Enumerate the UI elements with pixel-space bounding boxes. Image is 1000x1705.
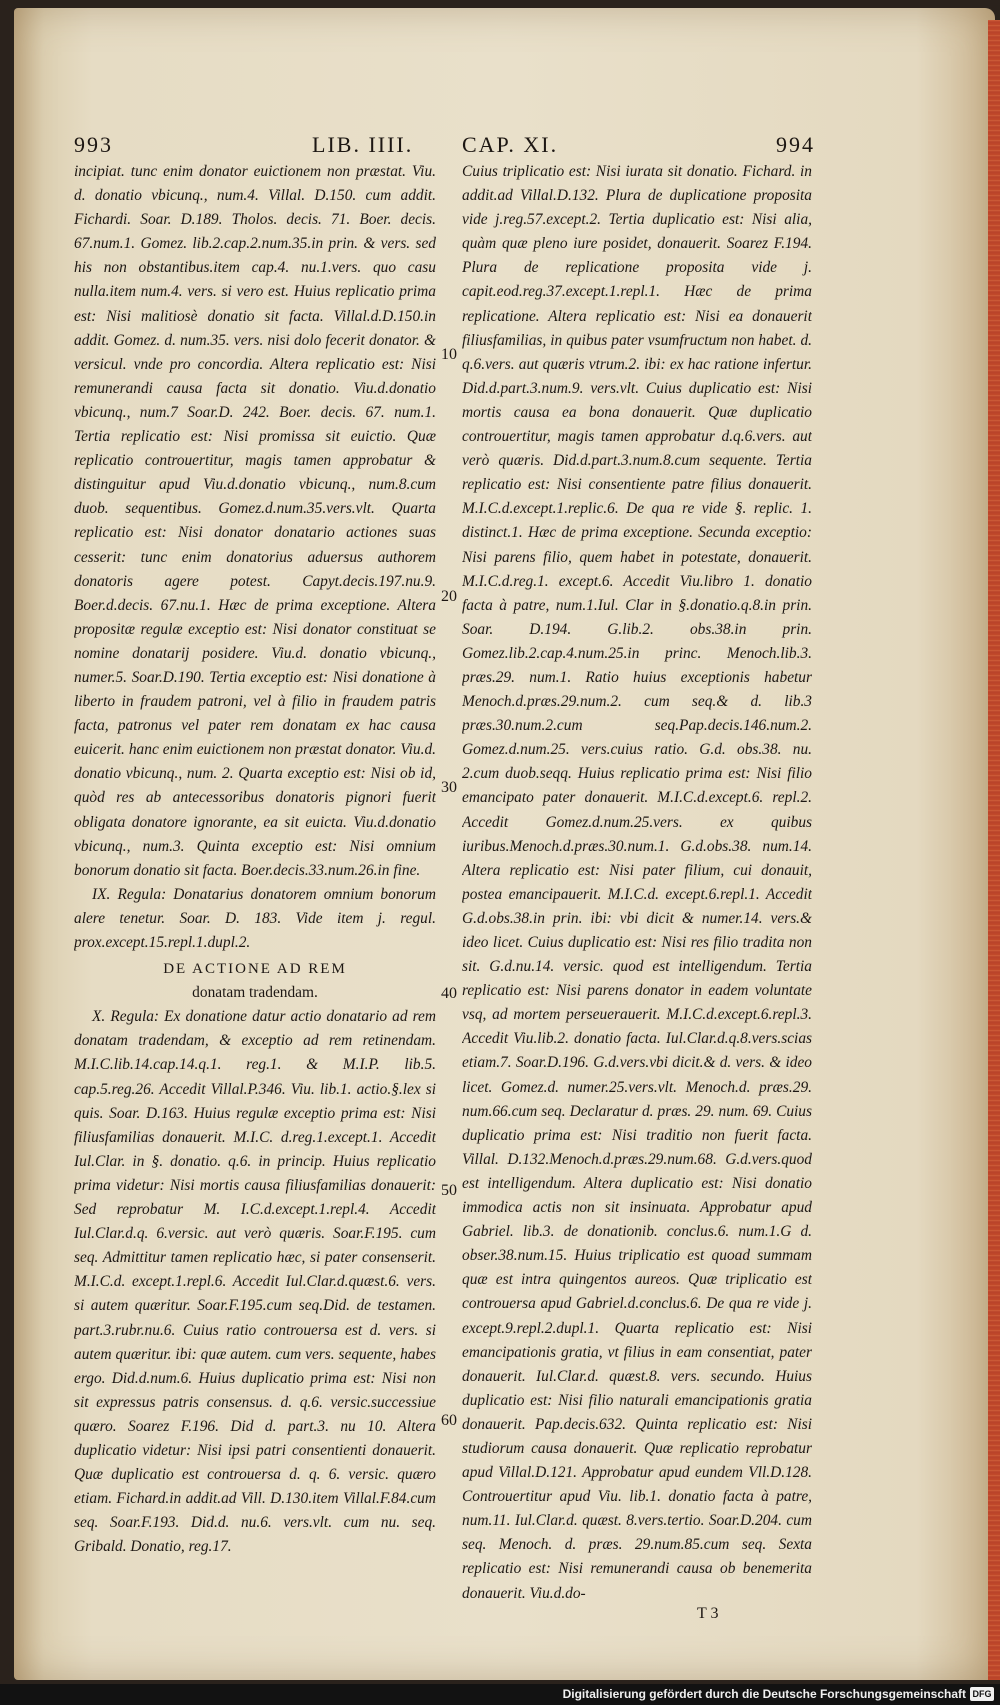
red-page-edge xyxy=(988,20,1000,1680)
right-paragraph-1: Cuius triplicatio est: Nisi iurata sit donatio. Fichard. in addit.ad Villal.D.132. Plura de duplicatione proposita vide j.reg.57.except.2. Tertia duplicatio est: Nisi alia, quàm quæ pleno iure posidet, donauerit. Soarez F.194. Plura de replicatione proposita vide j. capit.eod.reg.37.except.1.repl.1. Hæc de prima replicatione. Altera replicatio est: Nisi ea donauerit filiusfamilias, in quibus pater vsumfructum non habet. d. q.6.vers. aut quæris vtrum.2. ibi: ex hac ratione infertur. Did.d.part.3.num.9. vers.vlt. Cuius duplicatio est: Nisi mortis causa ea bona donauerit. Quæ duplicatio controuertitur, magis tamen approbatur d.q.6.vers. aut verò quæris. Did.d.part.3.num.8.cum sequente. Tertia replicatio est: Nisi consentiente patre filius donauerit. M.I.C.d.except.1.replic.6. De qua re vide §. replic. 1. distinct.1. Hæc de prima exceptione. Secunda exceptio: Nisi parens filio, quem habet in potestate, donauerit. M.I.C.d.reg.1. except.6. Accedit Viu.libro 1. donatio facta à patre, num.1.Iul. Clar in §.donatio.q.8.in prin. Soar. D.194. G.lib.2. obs.38.in prin. Gomez.lib.2.cap.4.num.25.in princ. Menoch.lib.3. præs.29. num.1. Ratio huius exceptionis habetur Menoch.d.præs.29.num.2. cum seq.& d. lib.3 præs.30.num.2.cum seq.Pap.decis.146.num.2. Gomez.d.num.25. vers.cuius ratio. G.d. obs.38. nu. 2.cum duob.seqq. Huius replicatio prima est: Nisi filio emancipato pater donauerit. M.I.C.d.except.6. repl.2. Accedit Gomez.d.num.25.vers. ex quibus iuribus.Menoch.d.præs.30.num.1. G.d.obs.38. num.14. Altera replicatio est: Nisi pater filium, cui donauit, postea emancipauerit. M.I.C.d. except.6.repl.1. Accedit G.d.obs.38.in prin. ibi: vbi dicit & numer.14. vers.& ideo licet. Cuius duplicatio est: Nisi res filio tradita non sit. G.d.nu.14. versic. quod est intelligendum. Tertia replicatio est: Nisi parens donator in eadem voluntate vsq, ad mortem perseuerauerit. M.I.C.d.except.6.repl.3. Accedit Viu.lib.2. donatio facta. Iul.Clar.d.q.8.vers.scias etiam.7. Soar.D.196. G.d.vers.vbi dicit.& d. vers. & ideo licet. Gomez.d. numer.25.vers.vlt. Menoch.d. præs.29. num.66.cum seq. Declaratur d. præs. 29. num. 69. Cuius duplicatio prima est: Nisi traditio non fuerit facta. Villal. D.132.Menoch.d.præs.29.num.68. G.d.vers.quod est intelligendum. Altera duplicatio est: Nisi donatio immodica actis non sit insinuata. Approbatur apud Gabriel. lib.3. de donationib. conclus.6. num.1.G d. obser.38.num.15. Huius triplicatio est quoad summam quæ est intra quingentos aureos. Quæ triplicatio est controuersa apud Gabriel.d.conclus.6. De qua re vide j. except.9.repl.2.dupl.1. Quarta replicatio est: Nisi emancipationis gratia, vt filius in eam consentiat, pater donauerit. Iul.Clar.d. quæst.8. vers. secundo. Huius duplicatio est: Nisi filio naturali emancipationis gratia donauerit. Pap.decis.632. Quinta replicatio est: Nisi studiorum causa donauerit. Quæ replicatio reprobatur apud Villal.D.121. Approbatur apud eundem Vll.D.128. Controuertitur apud Viu. lib.1. donatio facta à patre, num.11. Iul.Clar.d. quæst. 8.vers.tertio. Soar.D.204. cum seq. Menoch. d. præs. 29.num.85.cum seq. Sexta replicatio est: Nisi remunerandi causa ob benemerita donauerit. Viu.d.do- xyxy=(462,163,812,1602)
funding-credit: Digitalisierung gefördert durch die Deutsche Forschungsgemeinschaft xyxy=(562,1687,966,1701)
line-number-50: 50 xyxy=(441,1182,457,1199)
section-heading: DE ACTIONE AD REM xyxy=(163,961,347,978)
footer-bar xyxy=(0,1684,1000,1705)
running-header xyxy=(0,132,1000,162)
line-number-60: 60 xyxy=(441,1412,457,1429)
page-number-right: 994 xyxy=(776,132,815,157)
chapter-title: CAP. XI. xyxy=(462,132,559,157)
line-number-40: 40 xyxy=(441,985,457,1002)
right-column xyxy=(462,160,812,1640)
line-number-10: 10 xyxy=(441,346,457,363)
line-number-20: 20 xyxy=(441,588,457,605)
page-number-left: 993 xyxy=(74,132,113,157)
left-paragraph-1: incipiat. tunc enim donator euictionem non præstat. Viu. d. donatio vbicunq., num.4. Villal. D.150. cum addit. Fichardi. Soar. D.189. Tholos. decis. 71. Boer. decis. 67.num.1. Gomez. lib.2.cap.2.num.35.in prin. & vers. sed his non obstantibus.item cap.4. nu.1.vers. quo casu nulla.item num.4. vers. si vero est. Huius replicatio prima est: Nisi malitiosè donatio sit facta. Villal.d.D.150.in addit. Gomez. d. num.35. vers. nisi dolo fecerit donator. & versicul. vnde pro concordia. Altera replicatio est: Nisi remunerandi causa facta sit donatio. Viu.d.donatio vbicunq., num.7 Soar.D. 242. Boer. decis. 67. num.1. Tertia replicatio est: Nisi promissa sit euictio. Quæ replicatio controuertitur, magis tamen approbatur & distinguitur apud Viu.d.donatio vbicunq., num.8.cum duob. sequentibus. Gomez.d.num.35.vers.vlt. Quarta replicatio est: Nisi donator donatario actiones suas cesserit: tunc enim donatorius aduersus authorem donatoris agere potest. Capyt.decis.197.nu.9. Boer.d.decis. 67.nu.1. Hæc de prima exceptione. Altera propositæ regulæ exceptio est: Nisi donator constituat se nomine donatarij posidere. Viu.d. donatio vbicunq., numer.5. Soar.D.190. Tertia exceptio est: Nisi donatione à liberto in fraudem patroni, vel à filio in fraudem patris facta, patronus vel pater rem donatam ex hac causa euicerit. hanc enim euictionem non præstat donator. Viu.d. donatio vbicunq., num. 2. Quarta exceptio est: Nisi ob id, quòd res ab antecessoribus donatoris pignori fuerit obligata donatore ignorante, ea sit euicta. Viu.d.donatio vbicunq., num.3. Quinta exceptio est: Nisi omnium bonorum donatio sit facta. Boer.decis.33.num.26.in fine. xyxy=(74,163,436,879)
line-number-30: 30 xyxy=(441,779,457,796)
dfg-logo-icon: DFG xyxy=(970,1687,994,1701)
left-paragraph-3: X. Regula: Ex donatione datur actio donatario ad rem donatam tradendam, & exceptio ad rem retinendam. M.I.C.lib.14.cap.14.q.1. reg.1. & M.I.P. lib.5. cap.5.reg.26. Accedit Villal.P.346. Viu. lib.1. actio.§.lex si quis. Soar. D.163. Huius regulæ exceptio prima est: Nisi filiusfamilias donauerit. M.I.C. d.reg.1.except.1. Accedit Iul.Clar. in §. donatio. q.6. in princip. Huius replicatio prima videtur: Nisi mortis causa filiusfamilias donauerit: Sed reprobatur M. I.C.d.except.1.repl.4. Accedit Iul.Clar.d.q. 6.versic. aut verò quæris. Soar.F.195. cum seq. Admittitur tamen replicatio hæc, si pater consenserit. M.I.C.d. except.1.repl.6. Accedit Iul.Clar.d.quæst.6. vers. si autem quæritur. Soar.F.195.cum seq.Did. de testamen. part.3.rubr.nu.6. Cuius ratio controuersa est d. vers. si autem quæritur. ibi: quæ autem. cum vers. sequente, habes ergo. Did.d.num.6. Huius duplicatio prima est: Nisi non sit expressus patris consensus. d. q.6. versic.successiue quæro. Soarez F.196. Did d. part.3. nu 10. Altera duplicatio videtur: Nisi ipsi patri consentienti donauerit. Quæ duplicatio est controuersa d. q. 6. versic. quæro etiam. Fichard.in addit.ad Vill. D.130.item Villal.F.84.cum seq. Soar.F.193. Did.d. nu.6. vers.vlt. cum nu. seq. Gribald. Donatio, reg.17. xyxy=(74,1008,436,1556)
section-subheading: donatam tradendam. xyxy=(192,984,318,1002)
left-column xyxy=(74,160,436,1640)
signature-mark: T 3 xyxy=(697,1605,719,1622)
book-title: LIB. IIII. xyxy=(312,132,414,157)
left-paragraph-2: IX. Regula: Donatarius donatorem omnium bonorum alere tenetur. Soar. D. 183. Vide item j. regul. prox.except.15.repl.1.dupl.2. xyxy=(74,885,436,951)
